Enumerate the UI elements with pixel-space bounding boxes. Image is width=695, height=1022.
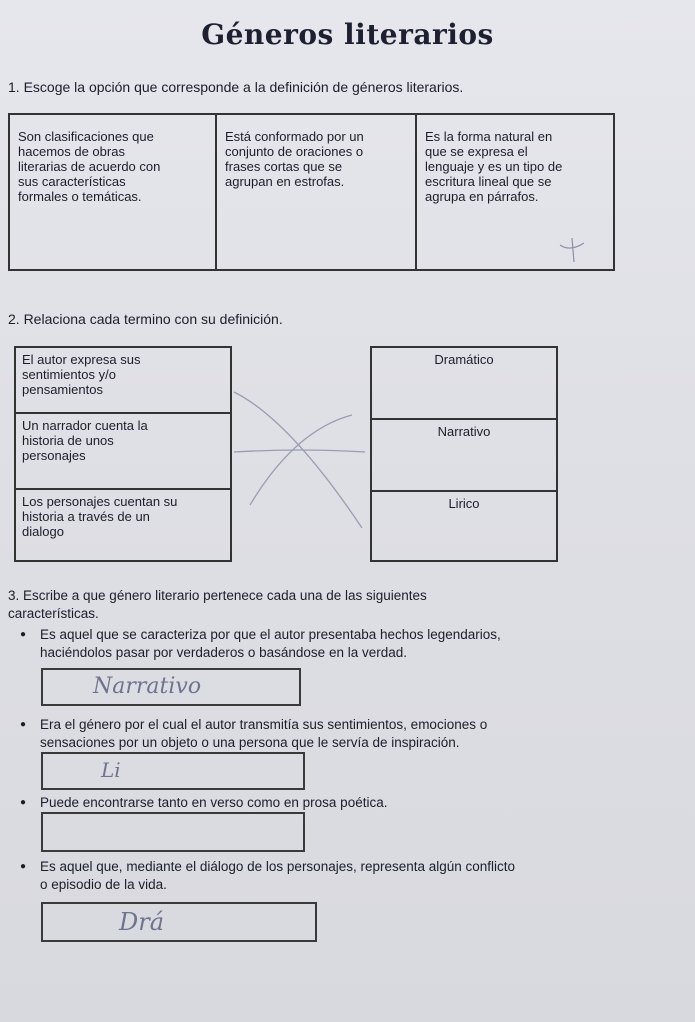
q3-answer-box-1[interactable]: Narrativo	[41, 668, 301, 706]
match-line-2	[234, 450, 365, 452]
bullet-icon: ●	[20, 629, 27, 640]
q2-definition-1[interactable]: El autor expresa sus sentimientos y/o pensamientos	[16, 348, 230, 414]
q1-option-1[interactable]: Son clasificaciones que hacemos de obras literarias de acuerdo con sus características formales o temáticas.	[10, 115, 217, 269]
question-2-prompt: 2. Relaciona cada termino con su definición.	[8, 311, 283, 327]
page-title: Géneros literarios	[201, 18, 494, 51]
q1-option-3[interactable]: Es la forma natural en que se expresa el lenguaje y es un tipo de escritura lineal que se agrupa en párrafos.	[425, 129, 563, 204]
q3-item-1: ● Es aquel que se caracteriza por que el autor presentaba hechos legendarios, haciéndolos pasar por verdaderos o basándose en la verdad.	[20, 627, 501, 660]
q3-item-4: ● Es aquel que, mediante el diálogo de los personajes, representa algún conflicto o episodio de la vida.	[20, 859, 516, 892]
q1-option-2[interactable]: Está conformado por un conjunto de oraciones o frases cortas que se agrupan en estrofas.	[217, 115, 417, 269]
q3-answer-box-4[interactable]: Drá	[41, 902, 317, 942]
match-line-1	[234, 392, 362, 528]
bullet-icon: ●	[20, 719, 27, 730]
q2-term-1[interactable]: Dramático	[372, 348, 556, 420]
q2-term-3[interactable]: Lirico	[448, 496, 480, 511]
q2-term-2[interactable]: Narrativo	[372, 420, 556, 492]
q3-item-2: ● Era el género por el cual el autor transmitía sus sentimientos, emociones o sensaciones por un objeto o una persona que le servía de inspiración.	[20, 717, 488, 750]
q3-item-3: ● Puede encontrarse tanto en verso como en prosa poética.	[20, 795, 388, 810]
question-1-prompt: 1. Escoge la opción que corresponde a la definición de géneros literarios.	[8, 79, 464, 95]
question-3-prompt: 3. Escribe a que género literario pertenece cada una de las siguientes características.	[8, 588, 427, 621]
q3-answer-box-2[interactable]: Li	[41, 752, 305, 790]
q2-definition-3[interactable]: Los personajes cuentan su historia a través de un dialogo	[22, 494, 178, 539]
q2-definition-2[interactable]: Un narrador cuenta la historia de unos personajes	[16, 414, 230, 490]
bullet-icon: ●	[20, 861, 27, 872]
q3-answer-box-3[interactable]	[41, 812, 305, 852]
bullet-icon: ●	[20, 797, 27, 808]
